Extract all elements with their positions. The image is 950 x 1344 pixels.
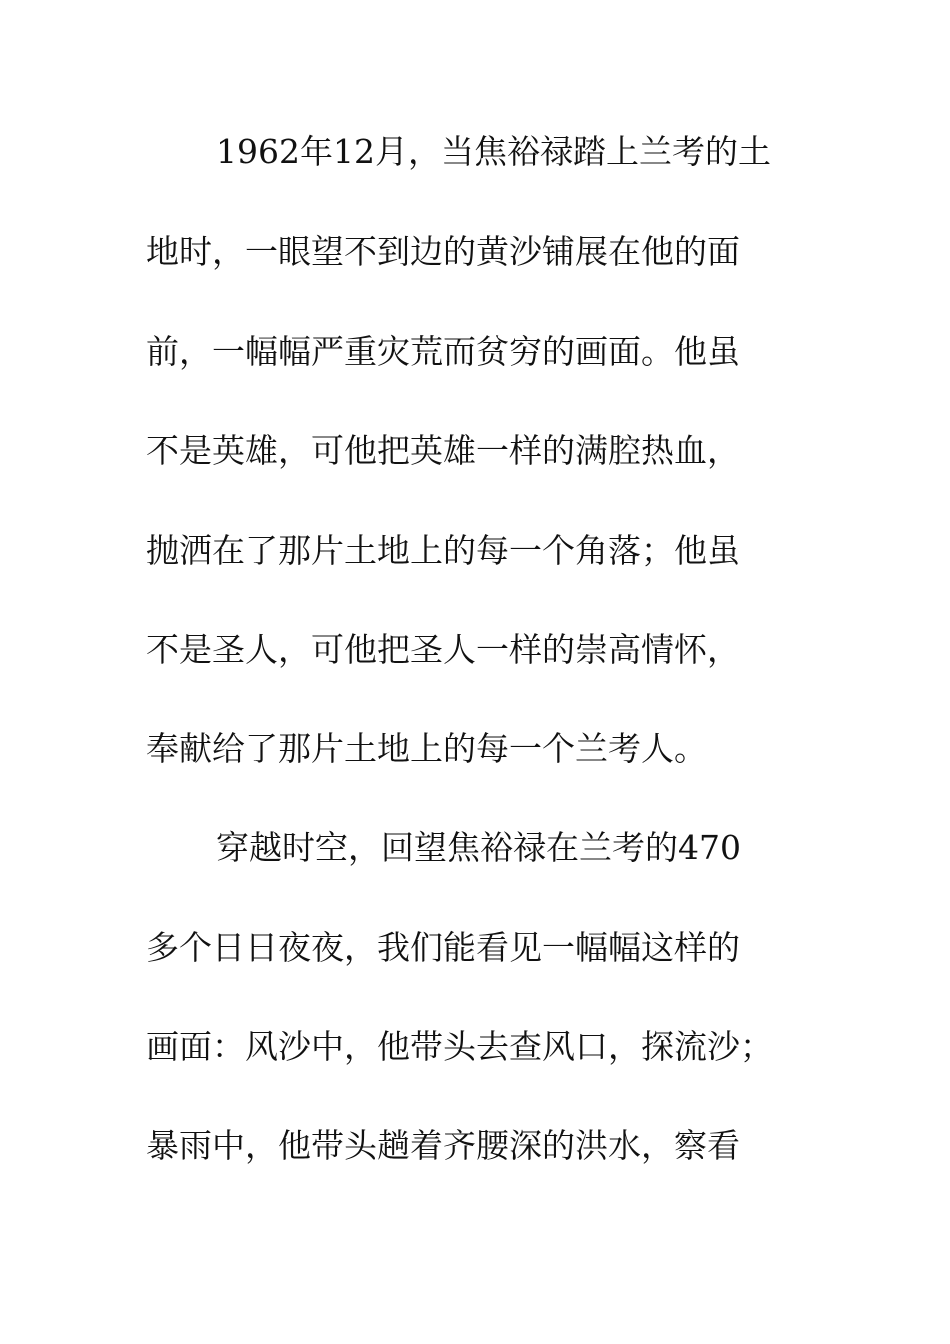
- paragraph-1-line-5: 抛洒在了那片土地上的每一个角落；他虽: [146, 531, 740, 570]
- paragraph-1-line-2: 地时，一眼望不到边的黄沙铺展在他的面: [146, 232, 740, 271]
- paragraph-2-line-3: 画面：风沙中，他带头去查风口，探流沙；: [146, 1027, 773, 1066]
- paragraph-1-line-4: 不是英雄，可他把英雄一样的满腔热血，: [146, 431, 740, 470]
- paragraph-2-line-2: 多个日日夜夜，我们能看见一幅幅这样的: [146, 928, 740, 967]
- paragraph-1-line-3: 前，一幅幅严重灾荒而贫穷的画面。他虽: [146, 332, 740, 371]
- paragraph-1-line-1: 1962年12月，当焦裕禄踏上兰考的土: [216, 132, 771, 171]
- paragraph-2-line-4: 暴雨中，他带头趟着齐腰深的洪水，察看: [146, 1126, 740, 1165]
- paragraph-1-line-7: 奉献给了那片土地上的每一个兰考人。: [146, 729, 707, 768]
- paragraph-2-line-1: 穿越时空，回望焦裕禄在兰考的470: [216, 828, 741, 867]
- paragraph-1-line-6: 不是圣人，可他把圣人一样的崇高情怀，: [146, 630, 740, 669]
